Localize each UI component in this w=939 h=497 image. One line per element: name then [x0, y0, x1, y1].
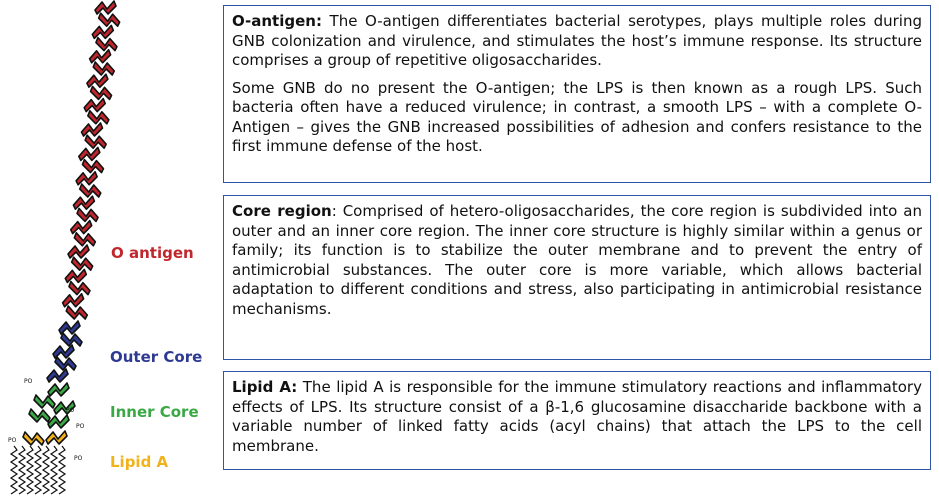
outer-core-label: Outer Core — [110, 348, 203, 366]
o-antigen-chain — [63, 1, 120, 319]
o-antigen-sugar — [95, 1, 116, 14]
lipid-a-description-box — [223, 371, 931, 470]
phosphate-label: PO — [76, 423, 85, 430]
acyl-chain — [43, 446, 49, 494]
o-antigen-sugar — [77, 208, 98, 221]
o-antigen-sugar — [71, 221, 92, 234]
lipid-a-box-text: The lipid A is responsible for the immune stimulatory reactions and inflammatory effects of LPS. Its structure consist of a β-1,6 glucosamine disaccharide backbone with a variable number of linked fatty acids (acyl chains) that attach the LPS to the cell membrane. — [232, 378, 922, 455]
acyl-chain — [11, 446, 17, 494]
lipid-a-sugars — [23, 431, 67, 445]
o-antigen-sugar — [76, 172, 97, 185]
o-antigen-sugar — [90, 50, 111, 63]
o-antigen-label: O antigen — [111, 244, 194, 262]
outer-core-sugar — [53, 345, 74, 358]
o-antigen-paragraph-2: Some GNB do no present the O-antigen; the LPS is then known as a rough LPS. Such bacteria often have a reduced virulence; in contrast, a smooth LPS – with a complete O-Antigen – gives the GNB increased possibilities of adhesion and confers resistance to the first immune defense of the host. — [232, 78, 922, 155]
outer-core-sugar — [61, 333, 82, 346]
core-region-description-box — [223, 195, 931, 360]
acyl-chain — [27, 446, 33, 494]
o-antigen-sugar — [85, 135, 106, 148]
o-antigen-description-box — [223, 5, 931, 183]
outer-core-sugar — [59, 321, 80, 334]
lipid-a-paragraph — [232, 378, 922, 456]
outer-core-sugar — [47, 369, 68, 382]
o-antigen-sugar — [68, 245, 89, 258]
o-antigen-sugar — [92, 25, 113, 38]
inner-core-sugar — [29, 409, 50, 422]
o-antigen-sugar — [99, 13, 120, 26]
o-antigen-sugar — [91, 86, 112, 99]
lipid-a-box-title: Lipid A: — [232, 378, 298, 396]
o-antigen-paragraph-1 — [232, 12, 922, 71]
o-antigen-sugar — [74, 233, 95, 246]
o-antigen-box-text: The O-antigen differentiates bacterial serotypes, plays multiple roles during GNB colonization and virulence, and stimulates the host’s immune response. Its structure comprises a group of repetitive oligosaccharides. — [232, 12, 922, 69]
phosphate-label: PO — [24, 378, 33, 385]
phosphate-label: PO — [66, 407, 75, 414]
o-antigen-sugar — [84, 99, 105, 112]
acyl-chains — [11, 446, 65, 494]
inner-core-sugar — [48, 383, 69, 396]
phosphate-label: PO — [8, 437, 17, 444]
core-region-paragraph — [232, 202, 922, 319]
acyl-chain — [51, 446, 57, 494]
outer-core-sugar — [55, 357, 76, 370]
o-antigen-sugar — [79, 147, 100, 160]
core-region-box-title: Core region — [232, 202, 332, 220]
acyl-chain — [35, 446, 41, 494]
o-antigen-box-title: O-antigen: — [232, 12, 322, 30]
lipid-a-label: Lipid A — [110, 453, 169, 471]
inner-core-sugar — [48, 415, 69, 428]
o-antigen-sugar — [66, 306, 87, 319]
inner-core-chain — [29, 383, 75, 428]
lipid-a-sugar — [23, 432, 44, 445]
outer-core-chain — [47, 321, 82, 382]
lipid-a-sugar — [46, 431, 67, 444]
o-antigen-sugar — [69, 282, 90, 295]
o-antigen-sugar — [96, 38, 117, 51]
o-antigen-sugar — [72, 257, 93, 270]
inner-core-label: Inner Core — [110, 403, 199, 421]
o-antigen-sugar — [82, 123, 103, 136]
acyl-chain — [19, 446, 25, 494]
phosphate-label: PO — [74, 455, 83, 462]
o-antigen-sugar — [93, 62, 114, 75]
o-antigen-sugar — [88, 111, 109, 124]
o-antigen-sugar — [73, 196, 94, 209]
o-antigen-sugar — [82, 160, 103, 173]
acyl-chain — [59, 446, 65, 494]
o-antigen-sugar — [63, 294, 84, 307]
inner-core-sugar — [34, 395, 55, 408]
core-region-box-text: : Comprised of hetero-oligosaccharides, the core region is subdivided into an outer and an inner core region. The inner core structure is highly similar within a genus or family; its function is to stabilize the outer membrane and to prevent the entry of antimicrobial substances. The outer core is more variable, which allows bacterial adaptation to different conditions and stress, also participating in antimicrobial resistance mechanisms. — [232, 202, 923, 318]
o-antigen-sugar — [87, 74, 108, 87]
o-antigen-sugar — [65, 269, 86, 282]
o-antigen-sugar — [80, 184, 101, 197]
